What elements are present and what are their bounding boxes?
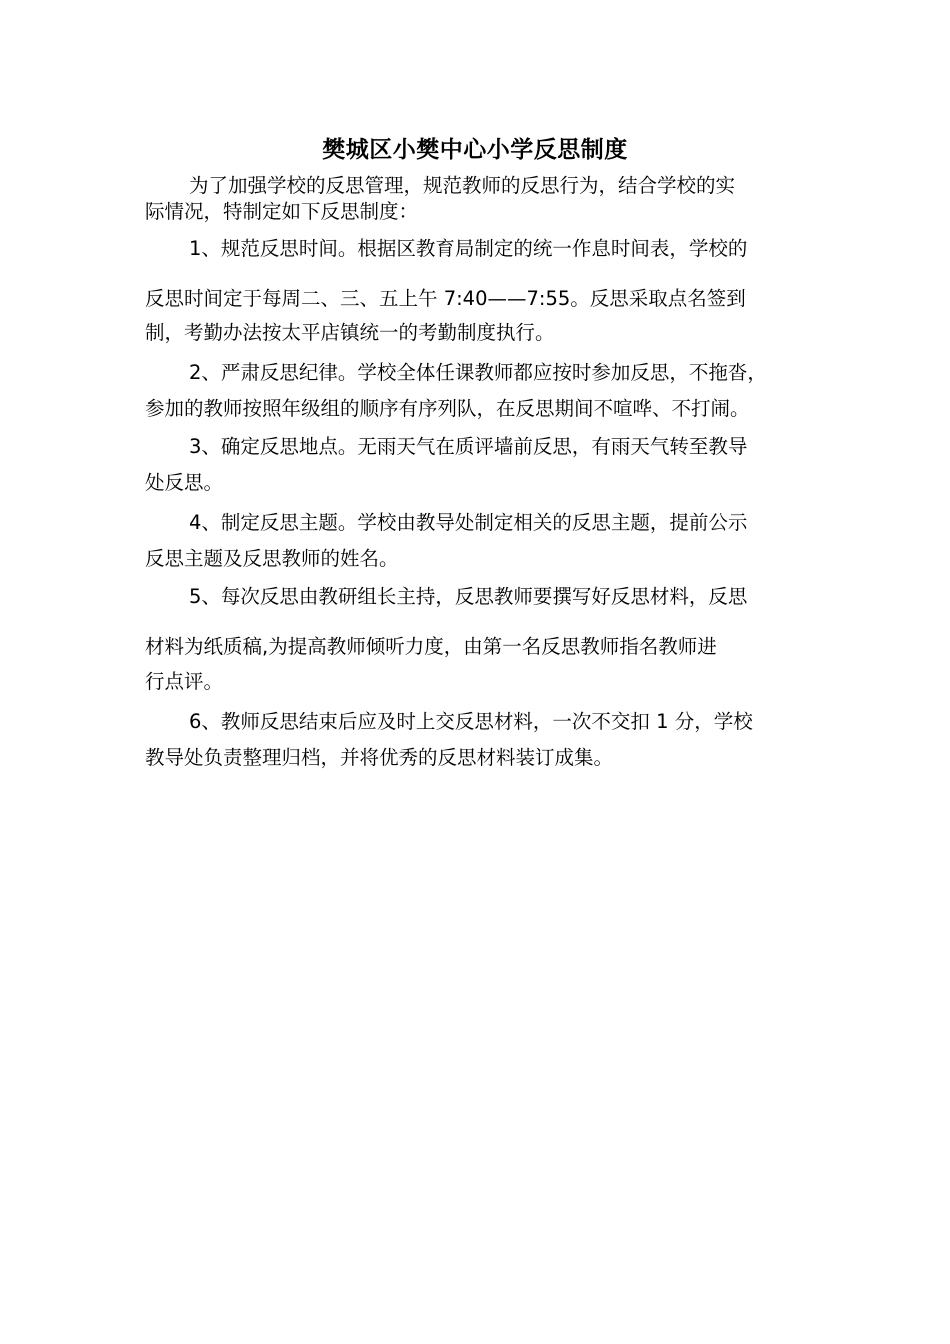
rule-item-4 <box>145 510 810 572</box>
text-line: 材料为纸质稿,为提高教师倾听力度，由第一名反思教师指名教师进 <box>145 635 717 658</box>
text-line: 行点评。 <box>145 670 224 693</box>
rule-item-3 <box>145 434 810 496</box>
rule-item-1 <box>145 236 810 346</box>
rule-item-6 <box>145 709 810 771</box>
text-line: 3、确定反思地点。无雨天气在质评墙前反思，有雨天气转至教导 <box>189 435 748 458</box>
text-line: 反思主题及反思教师的姓名。 <box>145 547 399 570</box>
text-line: 1、规范反思时间。根据区教育局制定的统一作息时间表，学校的 <box>189 237 748 260</box>
intro-paragraph <box>145 173 810 225</box>
text-line: 6、教师反思结束后应及时上交反思材料，一次不交扣 1 分，学校 <box>189 710 753 733</box>
text-line: 为了加强学校的反思管理，规范教师的反思行为，结合学校的实 <box>189 174 736 197</box>
document-title: 樊城区小樊中心小学反思制度 <box>322 137 628 163</box>
text-line: 5、每次反思由教研组长主持，反思教师要撰写好反思材料，反思 <box>189 585 748 608</box>
text-line: 参加的教师按照年级组的顺序有序列队，在反思期间不喧哗、不打闹。 <box>145 397 750 420</box>
rule-item-5 <box>145 584 810 695</box>
text-line: 反思时间定于每周二、三、五上午 7:40——7:55。反思采取点名签到 <box>145 287 746 310</box>
text-line: 处反思。 <box>145 471 224 494</box>
rule-item-2 <box>145 360 810 422</box>
text-line: 际情况，特制定如下反思制度： <box>145 200 419 223</box>
text-line: 教导处负责整理归档，并将优秀的反思材料装订成集。 <box>145 746 614 769</box>
text-line: 2、严肃反思纪律。学校全体任课教师都应按时参加反思，不拖沓， <box>189 361 767 384</box>
text-line: 制，考勤办法按太平店镇统一的考勤制度执行。 <box>145 321 555 344</box>
text-line: 4、制定反思主题。学校由教导处制定相关的反思主题，提前公示 <box>189 511 748 534</box>
